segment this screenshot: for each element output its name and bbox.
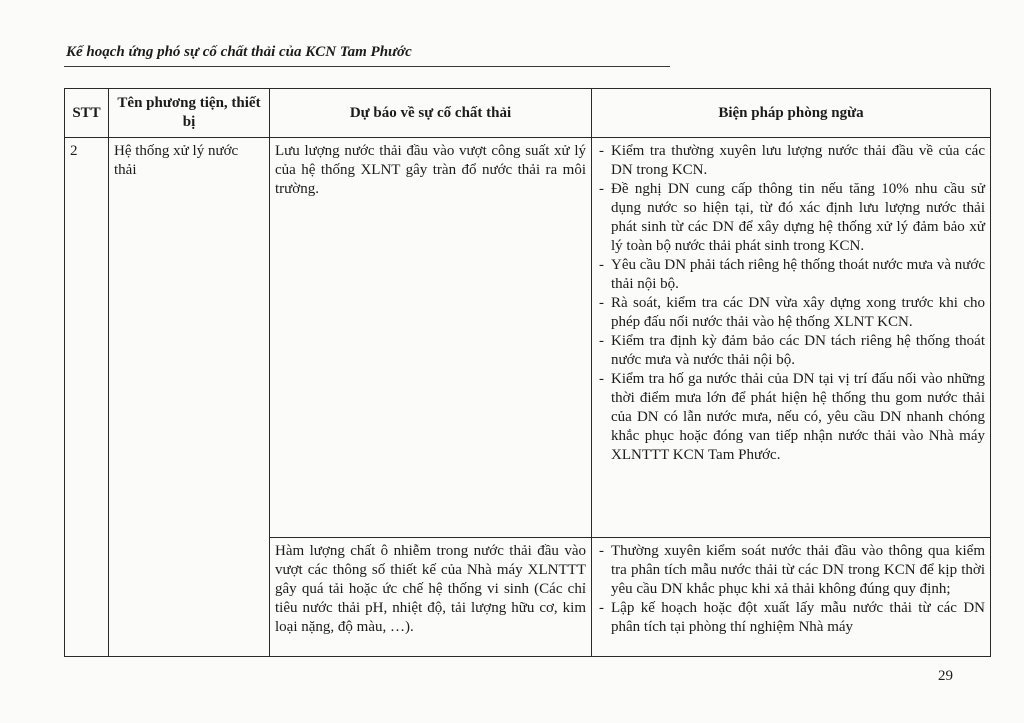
measure-item: - Đề nghị DN cung cấp thông tin nếu tăng 10% nhu cầu sử dụng nước so hiện tại, từ đó xác định lưu lượng nước thải phát sinh từ các DN để xây dựng hệ thống xử lý đảm bảo xử lý toàn bộ nước thải phát sinh trong KCN. <box>597 180 985 256</box>
measure-item: - Rà soát, kiểm tra các DN vừa xây dựng xong trước khi cho phép đấu nối nước thải vào hệ thống XLNT KCN. <box>597 294 985 332</box>
stt-cell: 2 <box>65 138 109 657</box>
column-header-measures: Biện pháp phòng ngừa <box>592 89 991 138</box>
page-number: 29 <box>938 668 953 684</box>
measure-item: - Kiểm tra hố ga nước thải của DN tại vị trí đấu nối vào những thời điểm mưa lớn để phát hiện hệ thống thu gom nước thải của DN có lẫn nước mưa, nếu có, yêu cầu DN nhanh chóng khắc phục hoặc đóng van tiếp nhận nước thải vào Nhà máy XLNTTT KCN Tam Phước. <box>597 370 985 465</box>
measures-list <box>597 142 985 465</box>
page-header-title: Kế hoạch ứng phó sự cố chất thải của KCN Tam Phước <box>66 44 412 60</box>
measure-item: - Thường xuyên kiểm soát nước thải đầu vào thông qua kiểm tra phân tích mẫu nước thải từ các DN trong KCN để kịp thời yêu cầu DN khắc phục khi xả thải không đúng quy định; <box>597 542 985 599</box>
column-header-equipment: Tên phương tiện, thiết bị <box>109 89 270 138</box>
measure-item: - Kiểm tra định kỳ đảm bảo các DN tách riêng hệ thống thoát nước mưa và nước thải nội bộ. <box>597 332 985 370</box>
measure-item: - Lập kế hoạch hoặc đột xuất lấy mẫu nước thải từ các DN phân tích tại phòng thí nghiệm Nhà máy <box>597 599 985 637</box>
measure-item: - Yêu cầu DN phải tách riêng hệ thống thoát nước mưa và nước thải nội bộ. <box>597 256 985 294</box>
measures-list <box>597 542 985 637</box>
table-row <box>65 138 991 538</box>
incident-plan-table <box>64 88 991 657</box>
forecast-cell: Hàm lượng chất ô nhiễm trong nước thải đầu vào vượt các thông số thiết kế của Nhà máy XLNTTT gây quá tải hoặc ức chế hệ thống vi sinh (Các chỉ tiêu nước thải pH, nhiệt độ, tải lượng hữu cơ, kim loại nặng, độ màu, …). <box>270 538 592 657</box>
column-header-stt: STT <box>65 89 109 138</box>
header-rule <box>64 66 670 67</box>
measures-cell <box>592 138 991 538</box>
table-header-row <box>65 89 991 138</box>
equipment-cell: Hệ thống xử lý nước thải <box>109 138 270 657</box>
measures-cell <box>592 538 991 657</box>
forecast-cell: Lưu lượng nước thải đầu vào vượt công suất xử lý của hệ thống XLNT gây tràn đổ nước thải ra môi trường. <box>270 138 592 538</box>
column-header-forecast: Dự báo về sự cố chất thải <box>270 89 592 138</box>
measure-item: - Kiểm tra thường xuyên lưu lượng nước thải đầu về của các DN trong KCN. <box>597 142 985 180</box>
